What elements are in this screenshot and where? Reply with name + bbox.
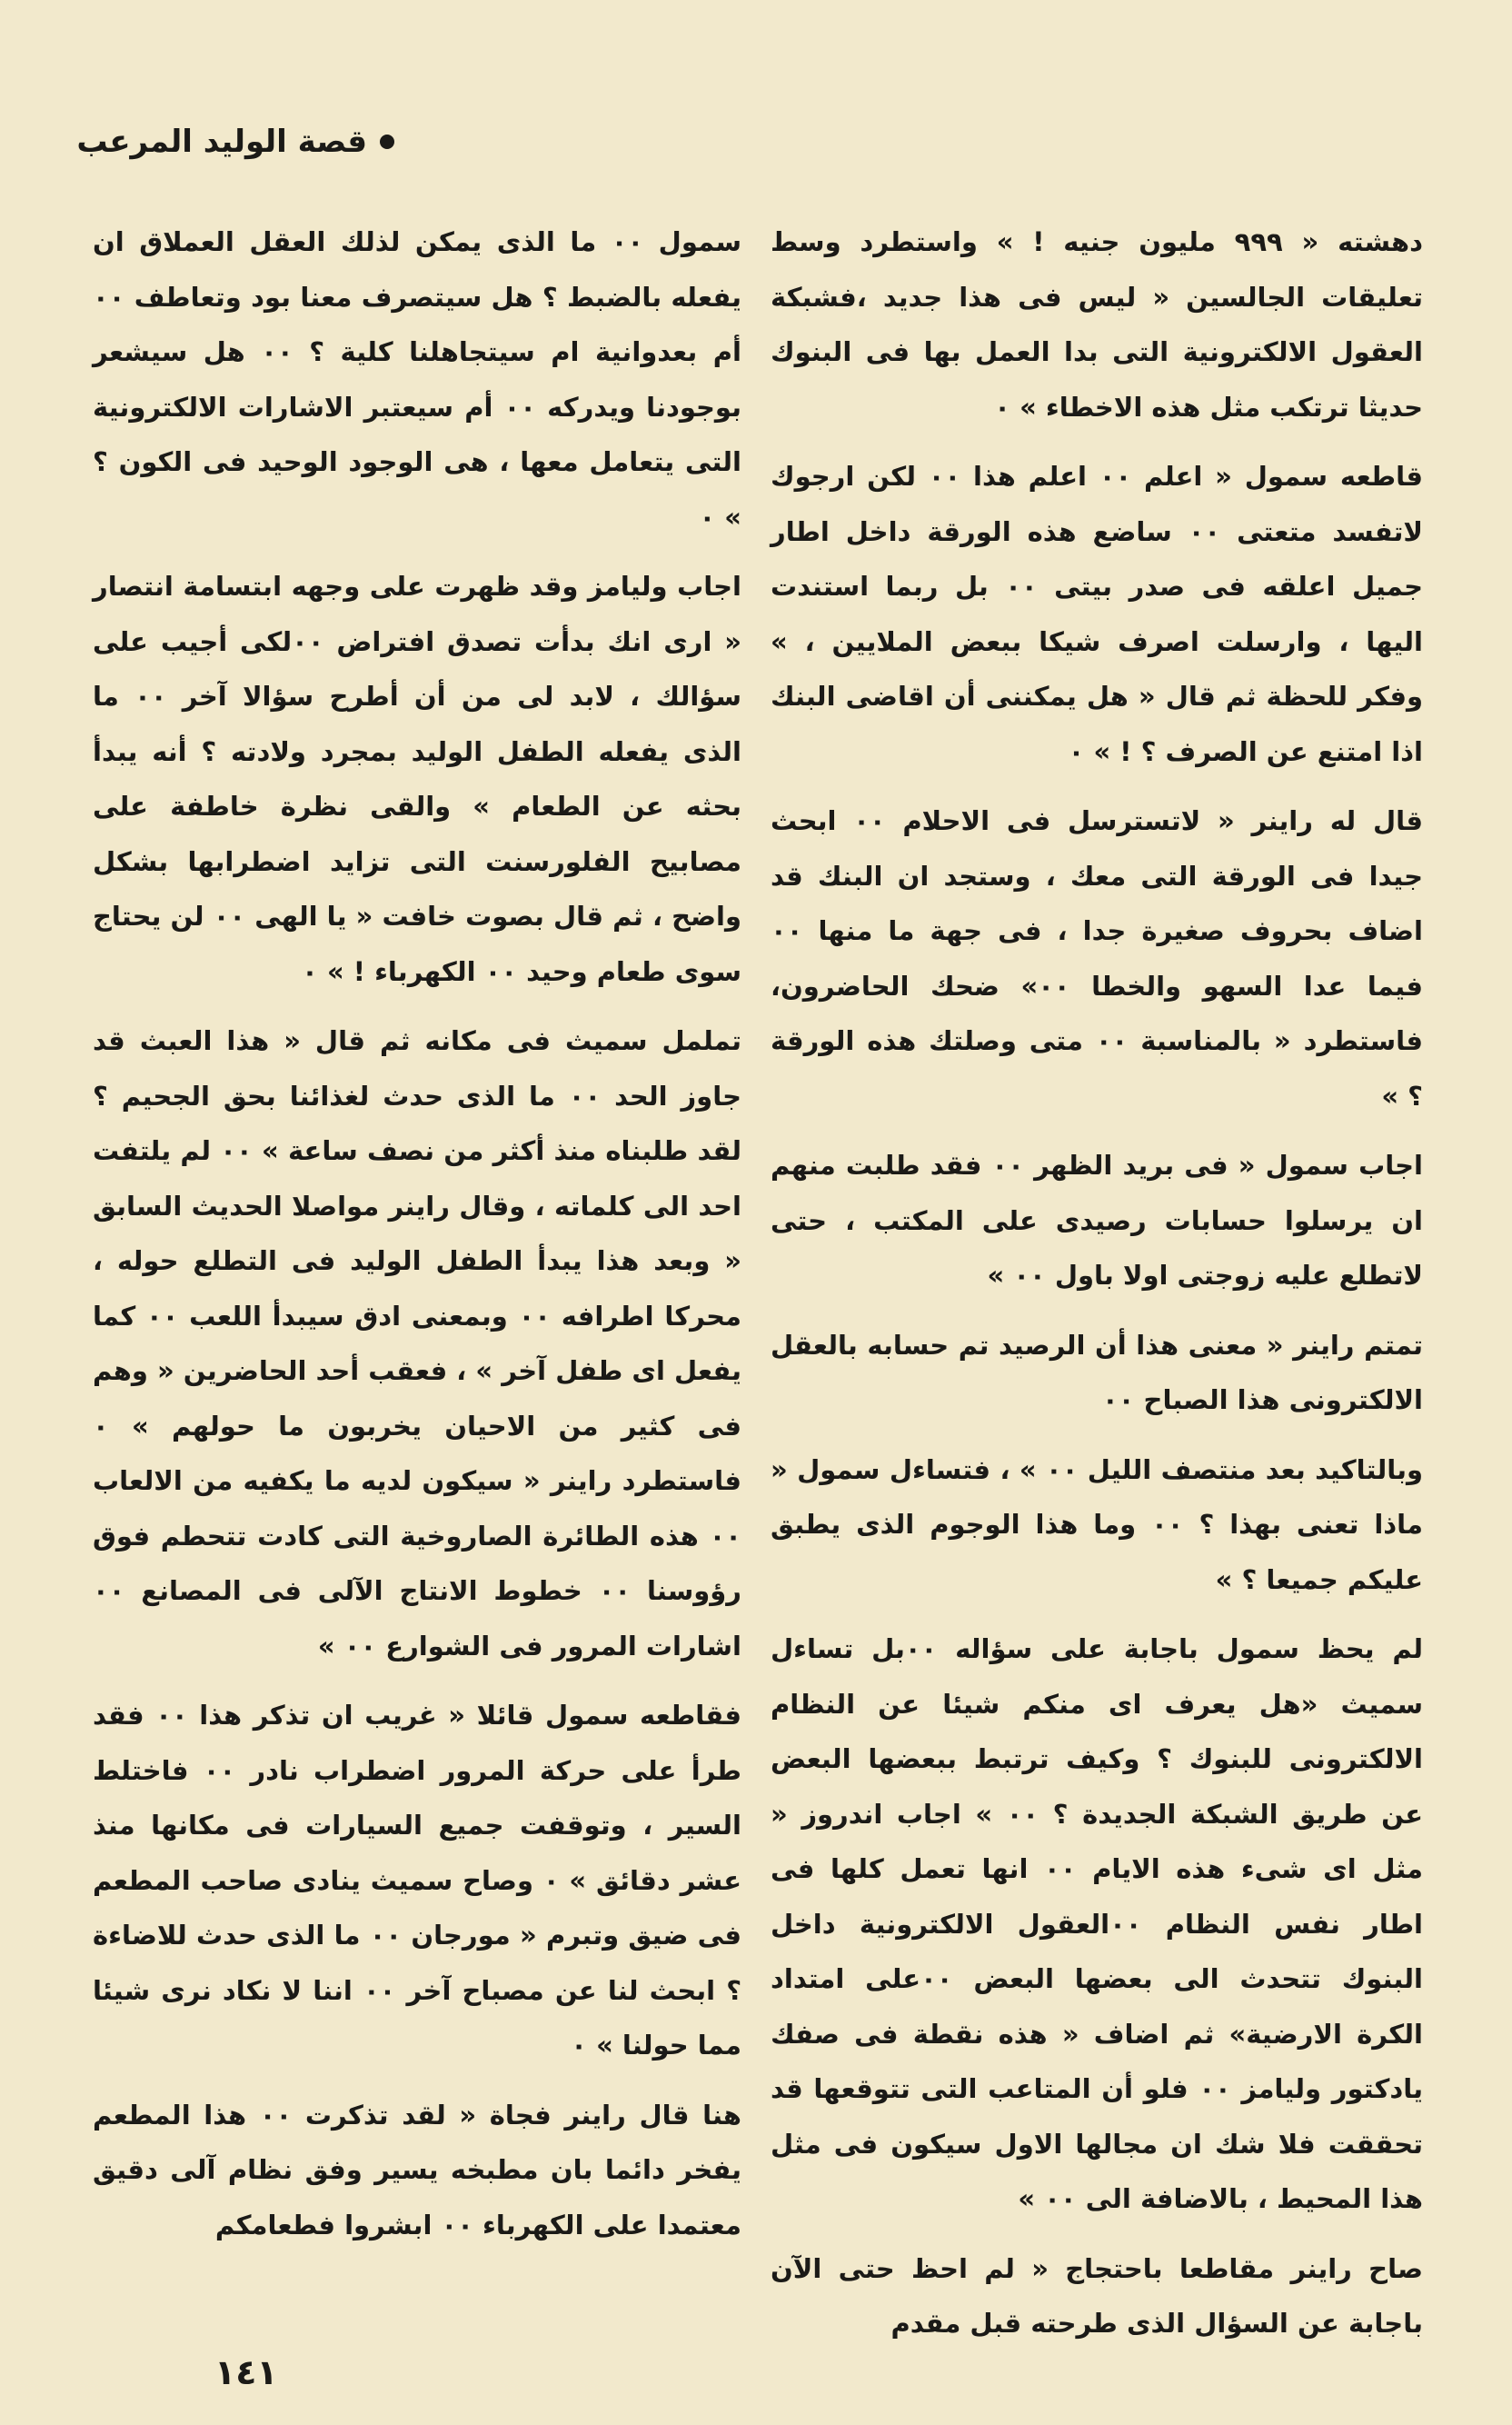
paragraph: هنا قال راينر فجاة « لقد تذكرت ٠٠ هذا المطعم يفخر دائما بان مطبخه يسير وفق نظام آلى دقيق معتمدا على الكهرباء ٠٠ ابشروا فطعامكم (93, 2099, 741, 2240)
paragraph: قاطعه سمول « اعلم ٠٠ اعلم هذا ٠٠ لكن ارجوك لاتفسد متعتى ٠٠ ساضع هذه الورقة داخل اطار جميل اعلقه فى صدر بيتى ٠٠ بل ربما استندت اليها ، وارسلت اصرف شيكا ببعض الملايين ، » وفكر للحظة ثم قال « هل يمكننى أن اقاضى البنك اذا امتنع عن الصرف ؟ ! » ٠ (771, 461, 1424, 767)
paragraph: صاح راينر مقاطعا باحتجاج « لم احظ حتى الآن باجابة عن السؤال الذى طرحته قبل مقدم (771, 2252, 1423, 2339)
paragraph: وبالتاكيد بعد منتصف الليل ٠٠ » ، فتساءل سمول « ماذا تعنى بهذا ؟ ٠٠ وما هذا الوجوم الذى يطبق عليكم جميعا ؟ » (771, 1453, 1424, 1595)
chapter-header (49, 124, 394, 160)
paragraph: تململ سميث فى مكانه ثم قال « هذا العبث قد جاوز الحد ٠٠ ما الذى حدث لغذائنا بحق الجحيم ؟ لقد طلبناه منذ أكثر من نصف ساعة » ٠٠ لم يلتفت احد الى كلماته ، وقال راينر مواصلا الحديث السابق « وبعد هذا يبدأ الطفل الوليد فى التطلع حوله ، محركا اطرافه ٠٠ وبمعنى ادق سيبدأ اللعب ٠٠ كما يفعل اى طفل آخر » ، فعقب أحد الحاضرين « وهم فى كثير من الاحيان يخربون ما حولهم » ٠ فاستطرد راينر « سيكون لديه ما يكفيه من الالعاب ٠٠ هذه الطائرة الصاروخية التى كادت تتحطم فوق رؤوسنا ٠٠ خطوط الانتاج الآلى فى المصانع ٠٠ اشارات المرور فى الشوارع ٠٠ » (93, 1025, 742, 1662)
paragraph: اجاب سمول « فى بريد الظهر ٠٠ فقد طلبت منهم ان يرسلوا حسابات رصيدى على المكتب ، حتى لاتطلع عليه زوجتى اولا باول ٠٠ » (771, 1150, 1423, 1291)
paragraph: اجاب وليامز وقد ظهرت على وجهه ابتسامة انتصار « ارى انك بدأت تصدق افتراض ٠٠لكى أجيب على سؤالك ، لابد لى من أن أطرح سؤالا آخر ٠٠ ما الذى يفعله الطفل الوليد بمجرد ولادته ؟ أنه يبدأ بحثه عن الطعام » والقى نظرة خاطفة على مصابيح الفلورسنت التى تزايد اضطرابها بشكل واضح ، ثم قال بصوت خافت « يا الهى ٠٠ لن يحتاج سوى طعام وحيد ٠٠ الكهرباء ! » ٠ (93, 571, 741, 987)
paragraph: قال له راينر « لاتسترسل فى الاحلام ٠٠ ابحث جيدا فى الورقة التى معك ، وستجد ان البنك قد اضاف بحروف صغيرة جدا ، فى جهة ما منها ٠٠ فيما عدا السهو والخطا ٠٠» ضحك الحاضرون، فاستطرد « بالمناسبة ٠٠ متى وصلتك هذه الورقة ؟ » (771, 805, 1423, 1112)
bullet-icon (380, 135, 394, 149)
chapter-title: قصة الوليد المرعب (76, 124, 367, 160)
paragraph: دهشته « ٩٩٩ مليون جنيه ! » واستطرد وسط تعليقات الجالسين « ليس فى هذا جديد ،فشبكة العقول الالكترونية التى بدا العمل بها فى البنوك حديثا ترتكب مثل هذه الاخطاء » ٠ (771, 226, 1424, 423)
paragraph: سمول ٠٠ ما الذى يمكن لذلك العقل العملاق ان يفعله بالضبط ؟ هل سيتصرف معنا بود وتعاطف ٠٠ أم بعدوانية ام سيتجاهلنا كلية ؟ ٠٠ هل سيشعر بوجودنا ويدركه ٠٠ أم سيعتبر الاشارات الالكترونية التى يتعامل معها ، هى الوجود الوحيد فى الكون ؟ » ٠ (93, 226, 741, 533)
right-text-column (771, 215, 1423, 2366)
page-number: ١٤١ (214, 2352, 278, 2392)
paragraph: فقاطعه سمول قائلا « غريب ان تذكر هذا ٠٠ فقد طرأ على حركة المرور اضطراب نادر ٠٠ فاختلط السير ، وتوقفت جميع السيارات فى مكانها منذ عشر دقائق » ٠ وصاح سميث ينادى صاحب المطعم فى ضيق وتبرم « مورجان ٠٠ ما الذى حدث للاضاءة ؟ ابحث لنا عن مصباح آخر ٠٠ اننا لا نكاد نرى شيئا مما حولنا » ٠ (93, 1700, 742, 2061)
paragraph: تمتم راينر « معنى هذا أن الرصيد تم حسابه بالعقل الالكترونى هذا الصباح ٠٠ (771, 1329, 1423, 1415)
paragraph: لم يحظ سمول باجابة على سؤاله ٠٠بل تساءل سميث «هل يعرف اى منكم شيئا عن النظام الالكترونى للبنوك ؟ وكيف ترتبط ببعضها البعض عن طريق الشبكة الجديدة ؟ ٠٠ » اجاب اندروز « مثل اى شىء هذه الايام ٠٠ انها تعمل كلها فى اطار نفس النظام ٠٠العقول الالكترونية داخل البنوك تتحدث الى بعضها البعض ٠٠على امتداد الكرة الارضية» ثم اضاف « هذه نقطة فى صفك يادكتور وليامز ٠٠ فلو أن المتاعب التى تتوقعها قد تحققت فلا شك ان مجالها الاول سيكون فى مثل هذا المحيط ، بالاضافة الى ٠٠ » (771, 1633, 1423, 2214)
left-text-column (93, 215, 741, 2267)
